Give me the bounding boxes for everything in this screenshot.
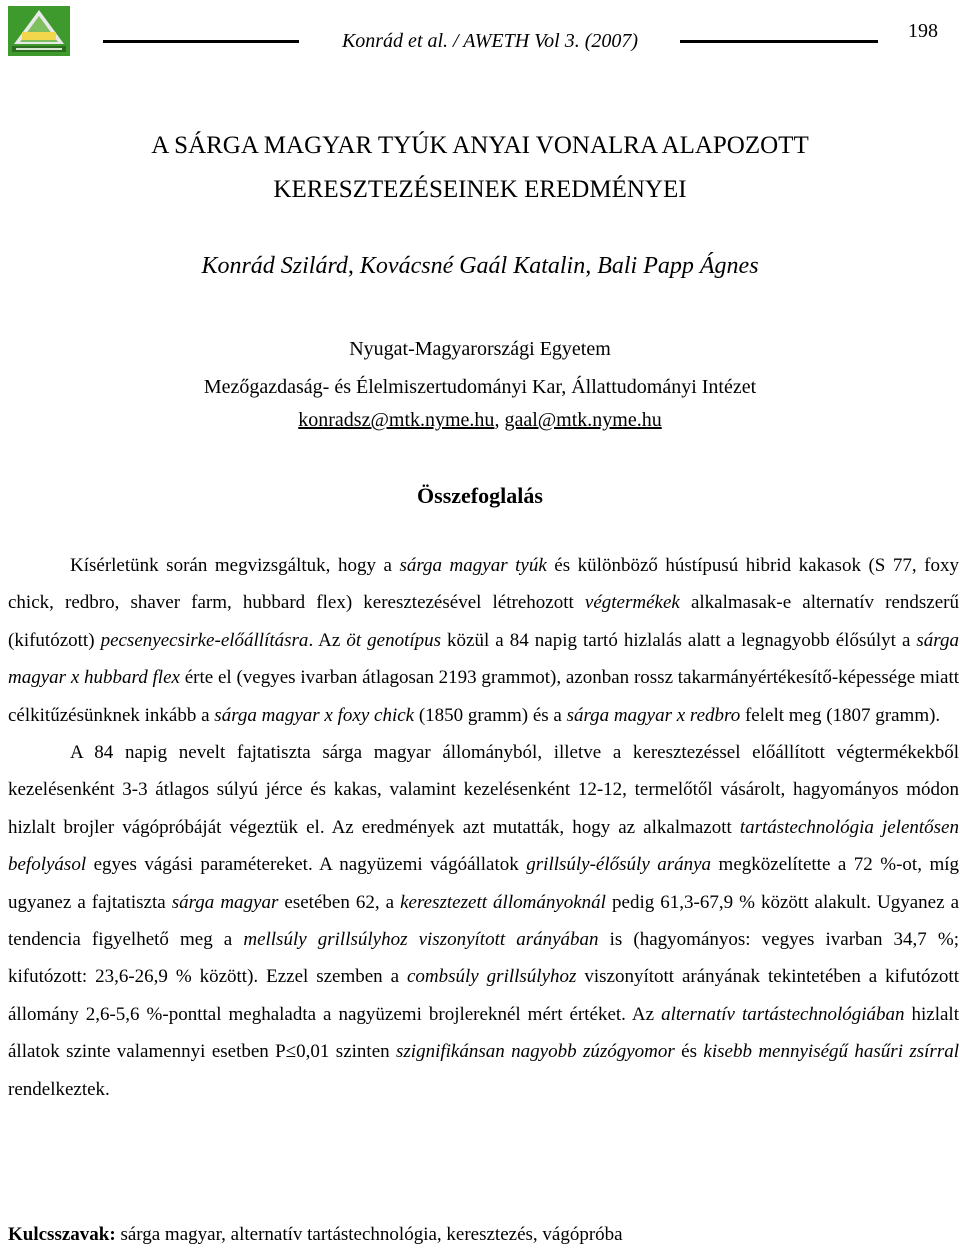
email-separator: , [494,409,505,431]
italic-term: sárga magyar x foxy chick [214,704,415,726]
keywords-value: sárga magyar, alternatív tartástechnológia, keresztezés, vágópróba [115,1224,623,1245]
italic-term: sárga magyar x redbro [566,704,741,726]
italic-term: alternatív tartástechnológiában [661,1003,905,1025]
text-run: rendelkeztek. [8,1078,110,1100]
text-run: felelt meg (1807 gramm). [740,704,941,726]
page-number: 198 [908,20,938,42]
abstract-body [8,547,959,1108]
italic-term: öt genotípus [346,629,442,651]
contact-emails [0,405,960,435]
abstract-heading: Összefoglalás [417,483,543,508]
italic-term: sárga magyar x hubbard flex [8,629,959,689]
italic-term: combsúly grillsúlyhoz [406,966,577,988]
text-run: és [674,1041,704,1063]
text-run: hizlalt állatok szinte valamennyi esetben P≤0,01 szinten [8,1003,959,1063]
text-run: viszonyított arányának tekintetében a kifutózott állomány 2,6-5,6 %-ponttal meghaladta a nagyüzemi brojlereknél mért értéket. Az [8,966,959,1025]
italic-term: keresztezett állományoknál [400,891,606,913]
italic-term: végtermékek [584,592,680,614]
italic-term: pecsenyecsirke-előállításra [100,629,309,651]
text-run: pedig 61,3-67,9 % között alakult. Ugyanez a tendencia figyelhető meg a [8,891,959,951]
affiliation-university: Nyugat-Magyarországi Egyetem [349,338,611,360]
italic-term: mellsúly grillsúlyhoz viszonyított arányában [243,929,599,951]
email-link-1[interactable]: konradsz@mtk.nyme.hu [298,409,495,431]
authors: Konrád Szilárd, Kovácsné Gaál Katalin, Bali Papp Ágnes [201,253,759,279]
title-line-2: KERESZTEZÉSEINEK EREDMÉNYEI [273,176,687,203]
text-run: (1850 gramm) és a [414,704,567,726]
header-rule-left [103,40,299,43]
text-run: Kísérletünk során megvizsgáltuk, hogy a [70,555,400,576]
text-run: és különböző hústípusú hibrid kakasok (S 77, foxy chick, redbro, shaver farm, hubbard flex) keresztezésével létrehozott [8,555,959,614]
italic-term: kisebb mennyiségű hasűri zsírral [703,1041,960,1063]
text-run: esetében 62, a [278,891,401,913]
text-run: érte el (vegyes ivarban átlagosan 2193 grammot), azonban rossz takarmányértékesítő-képessége miatt célkitűzésünknek inkább a [8,667,959,726]
italic-term: grillsúly-élősúly aránya [526,854,712,876]
paper-title [0,124,960,212]
running-header-citation: Konrád et al. / AWETH Vol 3. (2007) [341,30,639,52]
text-run: is (hagyományos: vegyes ivarban 34,7 %; kifutózott: 23,6-26,9 % között). Ezzel szemben a [8,929,960,988]
italic-term: sárga magyar tyúk [399,555,547,576]
email-link-2[interactable]: gaal@mtk.nyme.hu [504,409,662,431]
title-line-1: A SÁRGA MAGYAR TYÚK ANYAI VONALRA ALAPOZOTT [151,132,809,159]
affiliation [0,330,960,406]
keywords-label: Kulcsszavak: [8,1224,116,1245]
text-run: egyes vágási paramétereket. A nagyüzemi vágóállatok [86,854,527,876]
text-run: közül a 84 napig tartó hizlalás alatt a legnagyobb élősúlyt a [441,629,917,651]
text-run: alkalmasak-e alternatív rendszerű (kifutózott) [8,592,959,651]
header-rule-right [680,40,878,43]
text-run: A 84 napig nevelt fajtatiszta sárga magyar állományból, illetve a keresztezéssel előállított végtermékekből kezelésenként 3-3 átlagos súlyú jérce és kakas, valamint kezelésenként 12-12, termelőtől vásárolt, hagyományos módon hizlalt brojler vágópróbáját végeztük el. Az eredmények azt mutatták, hogy az alkalmazott [8,742,959,838]
text-run: megközelítette a 72 %-ot, míg ugyanez a fajtatiszta [8,854,959,913]
keywords [8,1220,623,1250]
abstract-paragraph-2 [8,734,959,1108]
journal-logo-icon [8,6,70,56]
italic-term: sárga magyar [171,891,279,913]
abstract-paragraph-1 [8,547,959,734]
text-run: . Az [308,629,347,651]
italic-term: szignifikánsan nagyobb zúzógyomor [396,1041,675,1063]
affiliation-faculty: Mezőgazdaság- és Élelmiszertudományi Kar, Állattudományi Intézet [203,376,757,398]
italic-term: tartástechnológia jelentősen befolyásol [8,816,959,876]
